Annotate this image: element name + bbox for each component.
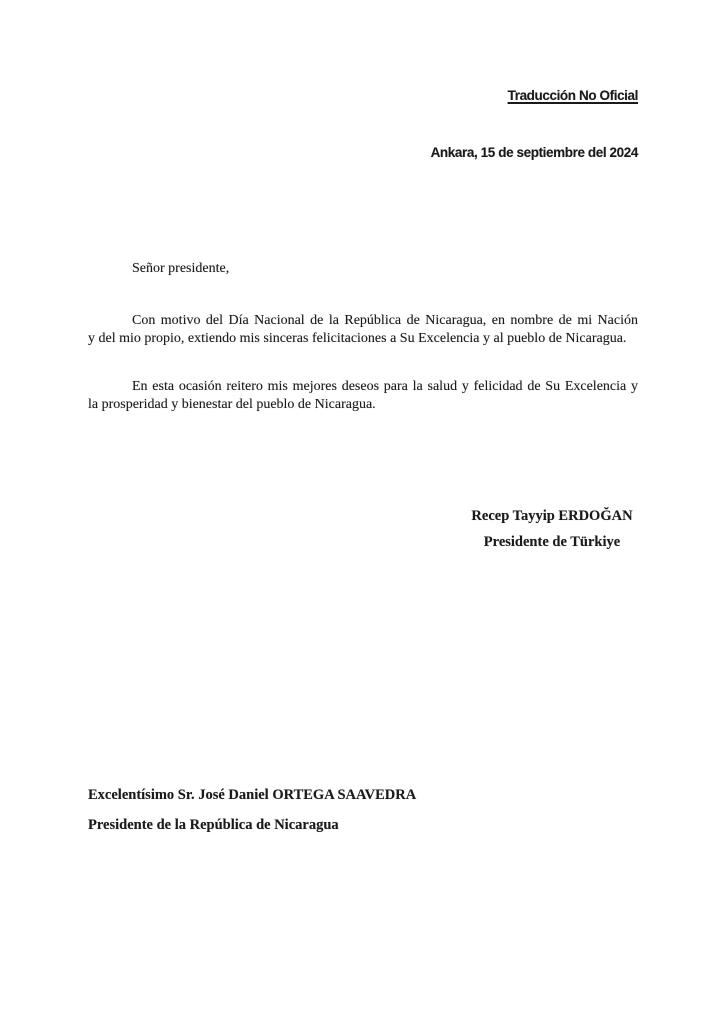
dateline: Ankara, 15 de septiembre del 2024 — [430, 145, 638, 160]
paragraph-2 — [88, 378, 638, 414]
paragraph-1-line-2: y del mio propio, extiendo mis sinceras felicitaciones a Su Excelencia y al pueblo de Nicaragua. — [88, 331, 627, 346]
signature-block — [460, 503, 644, 555]
translation-note: Traducción No Oficial — [507, 88, 638, 103]
signature-title: Presidente de Türkiye — [483, 534, 621, 550]
signature-name: Recep Tayyip ERDOĞAN — [471, 508, 633, 524]
salutation: Señor presidente, — [132, 261, 230, 276]
paragraph-1-line-1: Con motivo del Día Nacional de la República de Nicaragua, en nombre de mi Nación — [132, 313, 638, 328]
paragraph-2-line-2: la prosperidad y bienestar del pueblo de Nicaragua. — [88, 397, 376, 412]
addressee-title: Presidente de la República de Nicaragua — [88, 817, 339, 833]
addressee-block — [88, 780, 416, 840]
paragraph-1 — [88, 312, 638, 348]
addressee-name: Excelentísimo Sr. José Daniel ORTEGA SAAVEDRA — [88, 787, 417, 803]
paragraph-2-line-1: En esta ocasión reitero mis mejores deseos para la salud y felicidad de Su Excelencia y — [132, 379, 638, 394]
